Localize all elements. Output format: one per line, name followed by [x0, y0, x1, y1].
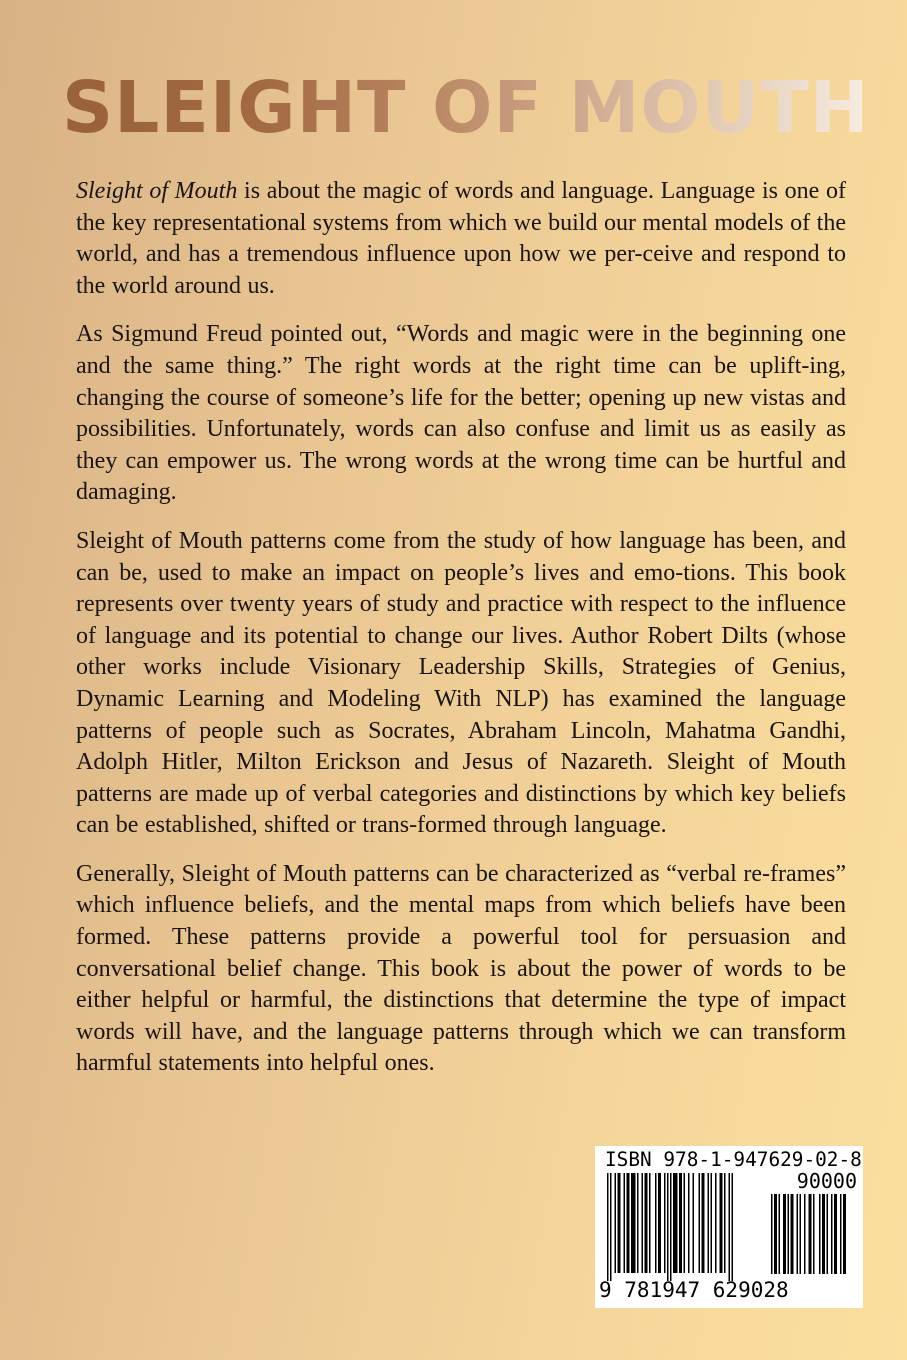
barcode-bar [702, 1173, 705, 1273]
barcode-bar [729, 1173, 731, 1281]
barcode-bar [797, 1194, 799, 1274]
barcode-bar [658, 1173, 661, 1273]
barcode-bar [732, 1173, 734, 1281]
barcode-bar [642, 1173, 644, 1273]
barcode-bar [711, 1173, 713, 1273]
paragraph-3: Sleight of Mouth patterns come from the study of how language has been, and can be, used to make an impact on people’s lives and emo-tions. This book represents over twenty years of study and practice with respect to the influence of language and its potential to change our lives. Author Robert Dilts (whose other works include Visionary Leadership Skills, Strategies of Genius, Dynamic Learning and Modeling With NLP) has examined the language patterns of people such as Socrates, Abraham Lincoln, Mahatma Gandhi, Adolph Hitler, Milton Erickson and Jesus of Nazareth. Sleight of Mouth patterns are made up of verbal categories and distinctions by which key beliefs can be established, shifted or trans-formed through language. [76, 527, 846, 839]
barcode-bar [607, 1173, 609, 1281]
price-addon-bars [771, 1194, 857, 1278]
barcode-bar [809, 1194, 812, 1274]
barcode-bar [827, 1194, 829, 1274]
barcode-bar [688, 1173, 690, 1273]
barcode-bar [724, 1173, 726, 1273]
barcode-bar [618, 1173, 621, 1273]
barcode-bar [649, 1173, 651, 1273]
back-cover-blurb [76, 176, 846, 1097]
barcode-bar [667, 1173, 669, 1281]
barcode-bar [655, 1173, 657, 1273]
price-code: 90000 [796, 1169, 857, 1193]
barcode-bar [779, 1194, 781, 1274]
barcode-bar [610, 1173, 612, 1281]
barcode-bar [720, 1173, 723, 1273]
barcode-bar [774, 1194, 777, 1274]
paragraph-1-italic-title: Sleight of Mouth [76, 178, 238, 204]
barcode-bar [783, 1194, 786, 1274]
barcode-bar [840, 1194, 842, 1274]
barcode-bar [693, 1173, 695, 1273]
ean-barcode-bars [607, 1173, 765, 1281]
barcode-bar [800, 1194, 802, 1274]
barcode-bar [624, 1173, 626, 1273]
barcode-bar [771, 1194, 773, 1274]
barcode-bar [822, 1194, 825, 1274]
barcode-bar [699, 1173, 701, 1273]
barcode-bar [645, 1173, 648, 1273]
paragraph-4: Generally, Sleight of Mouth patterns can be characterized as “verbal re-frames” which influence beliefs, and the mental maps from which beliefs have been formed. These patterns provide a powerful tool for persuasion and conversational belief change. This book is about the power of words to be either helpful or harmful, the distinctions that determine the type of impact words will have, and the language patterns through which we can transform harmful statements into helpful ones. [76, 860, 846, 1077]
barcode-bar [804, 1194, 806, 1274]
ean-number: 9 781947 629028 [599, 1278, 789, 1302]
barcode-bar [813, 1194, 815, 1274]
barcode-bar [631, 1173, 636, 1273]
isbn-barcode [595, 1146, 863, 1308]
barcode-bar [637, 1173, 639, 1273]
paragraph-1 [76, 176, 846, 302]
paragraph-1-text: is about the magic of words and language. Language is one of the key representational systems from which we build our mental models of the world, and has a tremendous influence upon how we per-ceive and respond to the world around us. [76, 178, 846, 299]
barcode-bar [684, 1173, 686, 1273]
barcode-bar [715, 1173, 717, 1273]
barcode-bar [791, 1194, 794, 1274]
barcode-bar [664, 1173, 666, 1273]
barcode-bar [843, 1194, 846, 1274]
barcode-bar [615, 1173, 617, 1273]
paragraph-2: As Sigmund Freud pointed out, “Words and magic were in the beginning one and the same thing.” The right words at the right time can be uplift-ing, changing the course of someone’s life for the better; opening up new vistas and possibilities. Unfortunately, words can also confuse and limit us as easily as they can empower us. The wrong words at the wrong time can be hurtful and damaging. [76, 321, 846, 506]
barcode-bar [673, 1173, 678, 1273]
barcode-bar [788, 1194, 790, 1274]
barcode-bar [819, 1194, 821, 1274]
barcode-bar [627, 1173, 630, 1273]
barcode-bar [708, 1173, 710, 1273]
barcode-bar [831, 1194, 833, 1274]
isbn-label: ISBN 978-1-947629-02-8 [605, 1148, 862, 1171]
barcode-bar [679, 1173, 682, 1273]
book-title: SLEIGHT OF MOUTH [62, 66, 871, 149]
barcode-bar [670, 1173, 672, 1281]
barcode-bar [834, 1194, 837, 1274]
